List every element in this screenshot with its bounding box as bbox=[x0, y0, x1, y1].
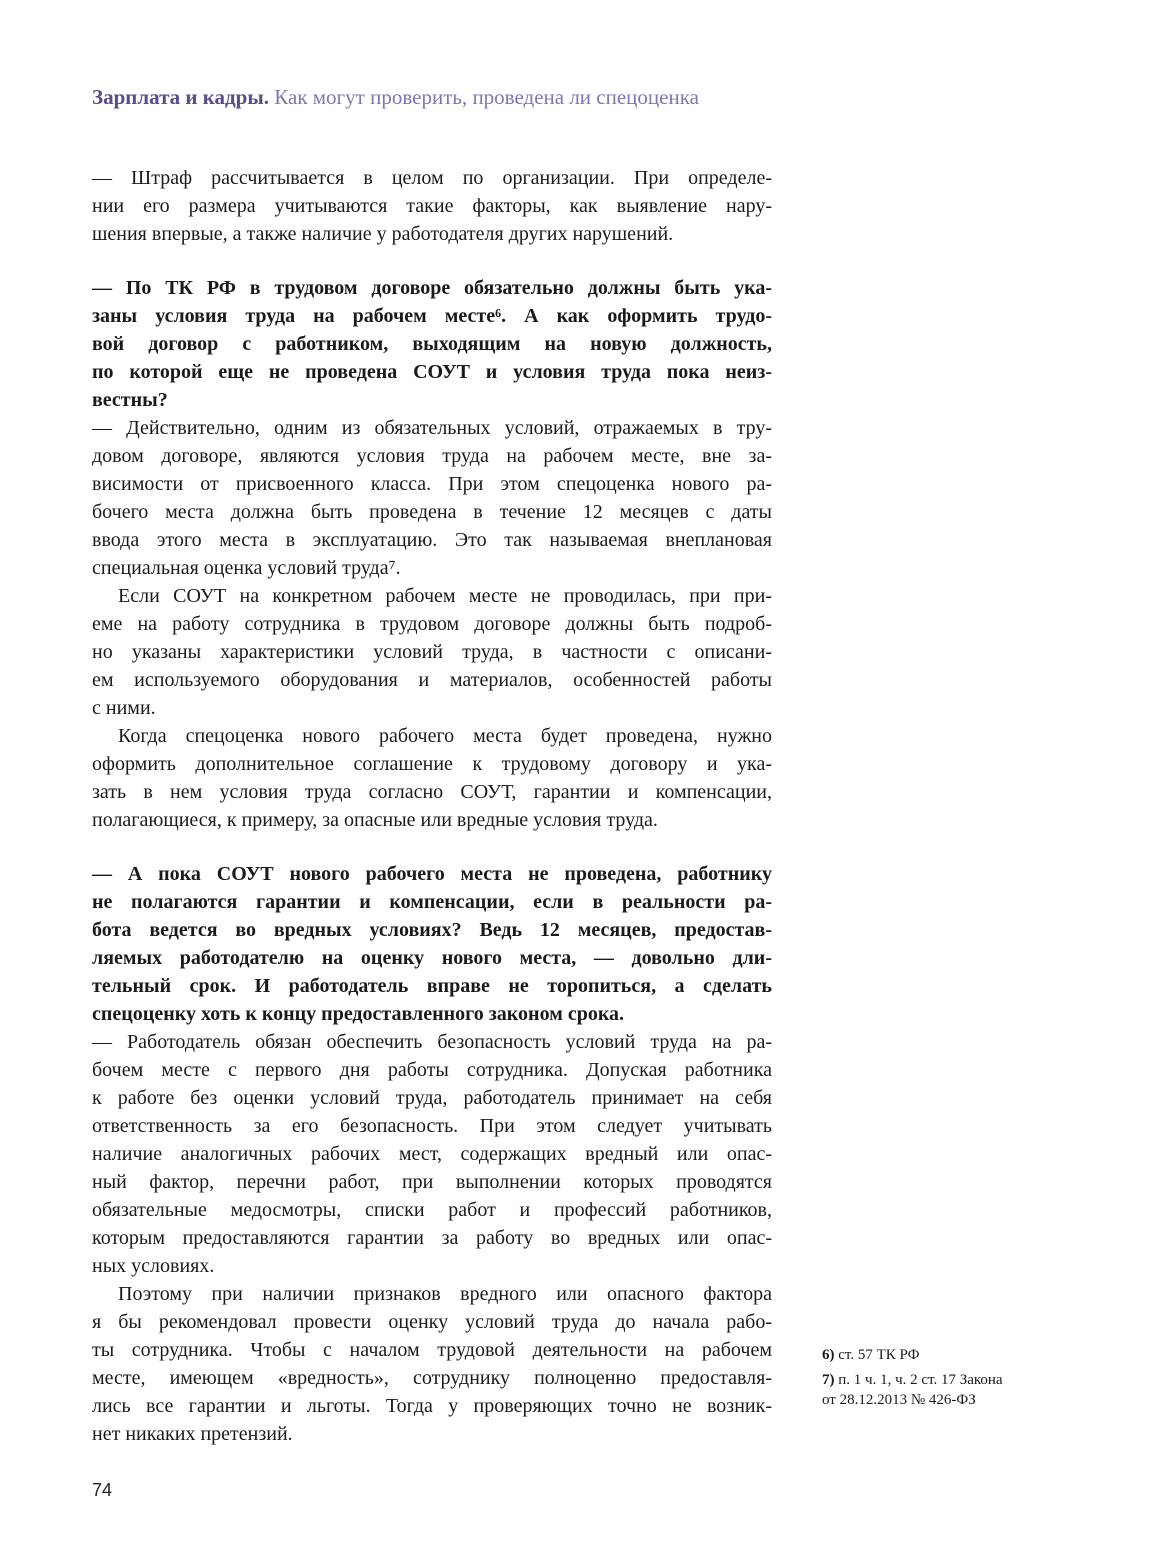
text-line: ем используемого оборудования и материалов, особенностей работы bbox=[92, 669, 772, 691]
text-line: нии его размера учитываются такие факторы, как выявление нару- bbox=[92, 195, 772, 217]
text-line: Если СОУТ на конкретном рабочем месте не проводилась, при при- bbox=[118, 585, 772, 607]
text-line: ляемых работодателю на оценку нового места, — довольно дли- bbox=[92, 947, 772, 969]
text-line: вой договор с работником, выходящим на новую должность, bbox=[92, 333, 772, 355]
answer-paragraph bbox=[92, 722, 772, 834]
text-line: ответственность за его безопасность. При этом следует учитывать bbox=[92, 1115, 772, 1137]
text-line: — А пока СОУТ нового рабочего места не проведена, работнику bbox=[92, 863, 772, 885]
footnotes bbox=[822, 1345, 1052, 1415]
text-line: — Штраф рассчитывается в целом по организации. При определе- bbox=[92, 167, 772, 189]
section-name: Зарплата и кадры. bbox=[92, 85, 270, 109]
text-line: месте, имеющем «вредность», сотруднику полноценно предоставля- bbox=[92, 1367, 772, 1389]
text-line: которым предоставляются гарантии за работу во вредных или опас- bbox=[92, 1227, 772, 1249]
text-line: полагающиеся, к примеру, за опасные или вредные условия труда. bbox=[92, 809, 658, 831]
text-line: зать в нем условия труда согласно СОУТ, гарантии и компенсации, bbox=[92, 781, 772, 803]
text-line: нет никаких претензий. bbox=[92, 1423, 293, 1445]
footnote bbox=[822, 1370, 1052, 1410]
text-line: Когда спецоценка нового рабочего места будет проведена, нужно bbox=[118, 725, 772, 747]
footnote-line: 6) ст. 57 ТК РФ bbox=[822, 1347, 920, 1363]
text-line: лись все гарантии и льготы. Тогда у проверяющих точно не возник- bbox=[92, 1395, 772, 1417]
text-line: Поэтому при наличии признаков вредного или опасного фактора bbox=[118, 1283, 772, 1305]
text-line: ты сотрудника. Чтобы с началом трудовой деятельности на рабочем bbox=[92, 1339, 772, 1361]
answer-paragraph bbox=[92, 1028, 772, 1280]
text-line: заны условия труда на рабочем месте⁶. А как оформить трудо- bbox=[92, 305, 772, 327]
text-line: по которой еще не проведена СОУТ и условия труда пока неиз- bbox=[92, 361, 772, 383]
answer-paragraph bbox=[92, 164, 772, 248]
answer-paragraph bbox=[92, 1280, 772, 1448]
text-line: обязательные медосмотры, списки работ и профессий работников, bbox=[92, 1199, 772, 1221]
footnote-line: от 28.12.2013 № 426-ФЗ bbox=[822, 1392, 976, 1408]
footnote-line: 7) п. 1 ч. 1, ч. 2 ст. 17 Закона bbox=[822, 1372, 1003, 1388]
text-line: с ними. bbox=[92, 697, 156, 719]
page-header bbox=[92, 84, 992, 110]
question-paragraph bbox=[92, 274, 772, 414]
text-line: бочего места должна быть проведена в течение 12 месяцев с даты bbox=[92, 501, 772, 523]
text-line: шения впервые, а также наличие у работодателя других нарушений. bbox=[92, 223, 674, 245]
text-line: — Действительно, одним из обязательных условий, отражаемых в тру- bbox=[92, 417, 772, 439]
text-line: ный фактор, перечни работ, при выполнении которых проводятся bbox=[92, 1171, 772, 1193]
text-line: не полагаются гарантии и компенсации, если в реальности ра- bbox=[92, 891, 772, 913]
text-line: ных условиях. bbox=[92, 1255, 215, 1277]
text-line: тельный срок. И работодатель вправе не торопиться, а сделать bbox=[92, 975, 772, 997]
text-line: еме на работу сотрудника в трудовом договоре должны быть подроб- bbox=[92, 613, 772, 635]
footnote-marker: 6) bbox=[822, 1347, 839, 1363]
text-line: вестны? bbox=[92, 389, 168, 411]
text-line: к работе без оценки условий труда, работодатель принимает на себя bbox=[92, 1087, 772, 1109]
page-number: 74 bbox=[92, 1480, 113, 1500]
answer-paragraph bbox=[92, 582, 772, 722]
text-line: спецоценку хоть к концу предоставленного законом срока. bbox=[92, 1003, 625, 1025]
text-line: я бы рекомендовал провести оценку условий труда до начала рабо- bbox=[92, 1311, 772, 1333]
text-line: бота ведется во вредных условиях? Ведь 12 месяцев, предостав- bbox=[92, 919, 772, 941]
article-body bbox=[92, 164, 772, 1448]
article-title: Как могут проверить, проведена ли спецоценка bbox=[269, 85, 699, 109]
text-line: — Работодатель обязан обеспечить безопасность условий труда на ра- bbox=[92, 1031, 772, 1053]
text-line: бочем месте с первого дня работы сотрудника. Допуская работника bbox=[92, 1059, 772, 1081]
text-line: довом договоре, являются условия труда на рабочем месте, вне за- bbox=[92, 445, 772, 467]
footnote bbox=[822, 1345, 1052, 1365]
footnote-marker: 7) bbox=[822, 1372, 839, 1388]
text-line: специальная оценка условий труда⁷. bbox=[92, 557, 401, 579]
text-line: ввода этого места в эксплуатацию. Это так называемая внеплановая bbox=[92, 529, 772, 551]
text-line: наличие аналогичных рабочих мест, содержащих вредный или опас- bbox=[92, 1143, 772, 1165]
question-paragraph bbox=[92, 860, 772, 1028]
answer-paragraph bbox=[92, 414, 772, 582]
text-line: висимости от присвоенного класса. При этом спецоценка нового ра- bbox=[92, 473, 772, 495]
text-line: — По ТК РФ в трудовом договоре обязательно должны быть ука- bbox=[92, 277, 772, 299]
text-line: оформить дополнительное соглашение к трудовому договору и ука- bbox=[92, 753, 772, 775]
text-line: но указаны характеристики условий труда, в частности с описани- bbox=[92, 641, 772, 663]
